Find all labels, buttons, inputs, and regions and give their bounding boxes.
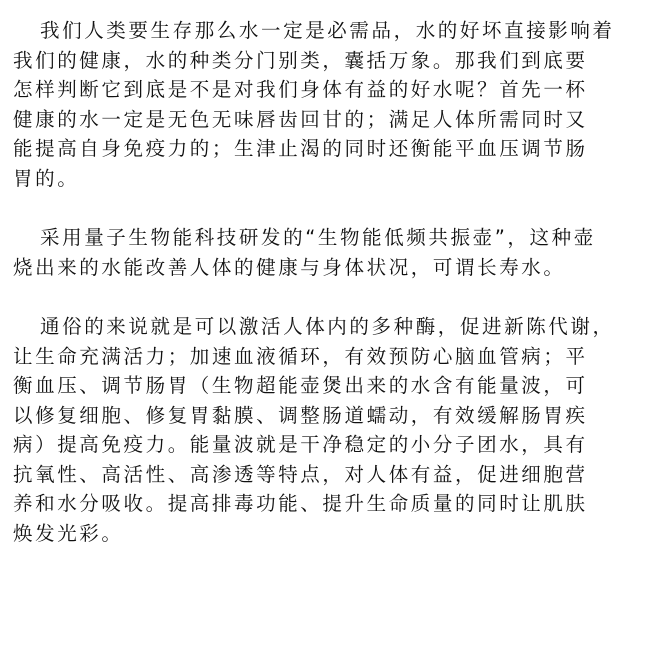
text-line: 病）提高免疫力。能量波就是干净稳定的小分子团水，具有 xyxy=(13,433,588,456)
text-line: 通俗的来说就是可以激活人体内的多种酶，促进新陈代谢， xyxy=(40,315,615,338)
text-line: 衡血压、调节肠胃（生物超能壶煲出来的水含有能量波，可 xyxy=(13,374,588,397)
text-line: 养和水分吸收。提高排毒功能、提升生命质量的同时让肌肤 xyxy=(13,492,588,515)
paragraph-spacer xyxy=(13,193,661,223)
text-line: 焕发光彩。 xyxy=(13,521,124,545)
text-line: 怎样判断它到底是不是对我们身体有益的好水呢？首先一杯 xyxy=(13,78,588,101)
paragraph-bioenergy-kettle xyxy=(13,223,661,282)
text-line: 我们人类要生存那么水一定是必需品，水的好坏直接影响着 xyxy=(40,19,615,42)
article-body xyxy=(13,16,661,548)
text-line: 能提高自身免疫力的；生津止渴的同时还衡能平血压调节肠 xyxy=(13,137,588,160)
text-line: 我们的健康，水的种类分门别类，囊括万象。那我们到底要 xyxy=(13,48,588,72)
text-line: 胃的。 xyxy=(13,166,80,190)
paragraph-health-benefits xyxy=(13,312,661,548)
paragraph-spacer xyxy=(13,282,661,312)
paragraph-water-importance xyxy=(13,16,661,193)
text-line: 健康的水一定是无色无味唇齿回甘的；满足人体所需同时又 xyxy=(13,107,588,131)
text-line: 烧出来的水能改善人体的健康与身体状况，可谓长寿水。 xyxy=(13,255,566,279)
text-line: 抗氧性、高活性、高渗透等特点，对人体有益，促进细胞营 xyxy=(13,462,588,486)
text-line: 采用量子生物能科技研发的“生物能低频共振壶”，这种壶 xyxy=(40,226,596,249)
text-line: 以修复细胞、修复胃黏膜、调整肠道蠕动，有效缓解肠胃疾 xyxy=(13,403,588,427)
text-line: 让生命充满活力；加速血液循环，有效预防心脑血管病；平 xyxy=(13,344,588,368)
